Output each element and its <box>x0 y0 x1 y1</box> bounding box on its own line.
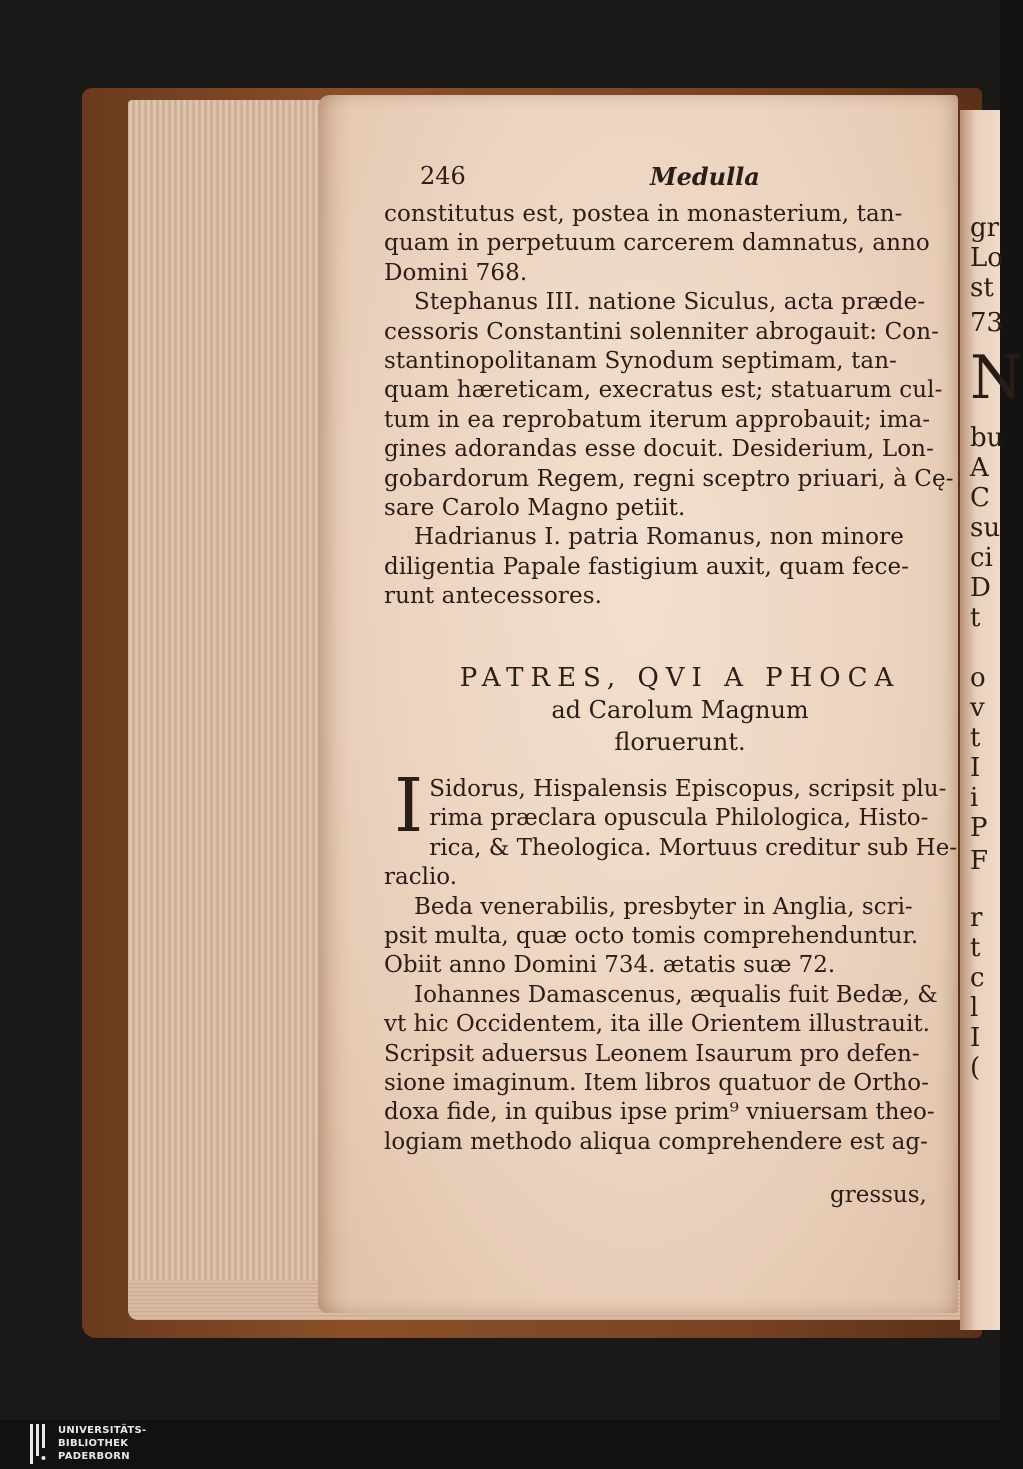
text-line: rica, & Theologica. Mortuus creditur sub He- <box>429 834 958 861</box>
library-name <box>58 1424 147 1463</box>
fragment-text: t <box>970 603 981 633</box>
fragment-text: D <box>970 573 991 603</box>
heading-line-1: PATRES, QVI A PHOCA <box>459 663 901 693</box>
library-name-line: UNIVERSITÄTS- <box>58 1425 147 1436</box>
fragment-text: su <box>970 513 1001 543</box>
text-line: stantinopolitanam Synodum septimam, tan- <box>384 348 898 375</box>
text-line: Scripsit aduersus Leonem Isaurum pro defen- <box>384 1040 920 1067</box>
text-line: Sidorus, Hispalensis Episcopus, scripsit plu- <box>429 776 947 802</box>
fragment-text: I <box>970 753 981 783</box>
section-heading <box>420 662 940 758</box>
text-line: Iohannes Damascenus, æqualis fuit Bedæ, & <box>414 981 938 1008</box>
text-line: quam hæreticam, execratus est; statuarum cul- <box>384 377 943 404</box>
text-line: quam in perpetuum carcerem damnatus, anno <box>384 230 930 257</box>
text-line: diligentia Papale fastigium auxit, quam fece- <box>384 553 910 580</box>
fragment-text: o <box>970 663 986 693</box>
text-line: rima præclara opuscula Philologica, Histo- <box>429 805 929 832</box>
text-line: logiam methodo aliqua comprehendere est ag- <box>384 1128 928 1155</box>
catchword: gressus, <box>830 1182 927 1208</box>
text-line: vt hic Occidentem, ita ille Orientem illustrauit. <box>384 1011 930 1038</box>
page-edges <box>128 100 348 1318</box>
library-logo-icon <box>30 1424 46 1464</box>
text-line: doxa fide, in quibus ipse prim⁹ vniuersam theo- <box>384 1099 935 1126</box>
fragment-text: bu <box>970 423 1004 453</box>
heading-line-3: floruerunt. <box>614 728 746 756</box>
fragment-text: st <box>970 273 994 303</box>
library-name-line: PADERBORN <box>58 1451 130 1462</box>
text-line: psit multa, quæ octo tomis comprehenduntur. <box>384 923 919 950</box>
text-line: Stephanus III. natione Siculus, acta præde- <box>414 289 926 316</box>
fragment-text: F <box>970 846 989 876</box>
fragment-text: P <box>970 813 988 843</box>
text-line: sare Carolo Magno petiit. <box>384 495 686 522</box>
fragment-text: A <box>970 453 989 483</box>
text-line: runt antecessores. <box>384 583 603 610</box>
fragment-text: t <box>970 723 981 753</box>
text-line: gines adorandas esse docuit. Desiderium, Lon- <box>384 436 934 463</box>
fragment-text: ci <box>970 543 993 573</box>
fragment-text: N <box>970 343 1023 413</box>
fragment-text: gr <box>970 213 1000 243</box>
text-line: Beda venerabilis, presbyter in Anglia, scri- <box>414 893 913 920</box>
text-line: Obiit anno Domini 734. ætatis suæ 72. <box>384 952 836 979</box>
fragment-text: ( <box>970 1053 981 1083</box>
text-line: sione imaginum. Item libros quatuor de Ortho- <box>384 1070 929 1097</box>
fragment-text: c <box>970 963 985 993</box>
fragment-text: t <box>970 933 981 963</box>
fragment-text: i <box>970 783 979 813</box>
fragment-text: C <box>970 483 990 513</box>
text-block-fathers <box>384 763 958 1157</box>
drop-capital: I <box>394 763 424 849</box>
fragment-text: 73 <box>970 308 1004 338</box>
heading-line-2: ad Carolum Magnum <box>551 696 809 724</box>
fragment-text: l <box>970 993 979 1023</box>
text-line: gobardorum Regem, regni sceptro priuari, à Cę- <box>384 465 954 492</box>
fragment-text: r <box>970 903 983 933</box>
text-line: Domini 768. <box>384 259 528 286</box>
page-number: 246 <box>420 162 466 190</box>
text-line: cessoris Constantini solenniter abrogauit: Con- <box>384 318 939 345</box>
text-line: raclio. <box>384 864 458 891</box>
running-head: Medulla <box>650 162 760 191</box>
page-header <box>420 162 940 198</box>
footer-bar <box>0 1420 1000 1469</box>
fragment-text: Lo <box>970 243 1003 273</box>
text-line: Hadrianus I. patria Romanus, non minore <box>414 524 904 551</box>
fragment-text: v <box>970 693 985 723</box>
library-name-line: BIBLIOTHEK <box>58 1438 129 1449</box>
fragment-text: I <box>970 1023 981 1053</box>
text-block-top <box>384 200 954 612</box>
text-line: tum in ea reprobatum iterum approbauit; ima- <box>384 406 931 433</box>
text-line: constitutus est, postea in monasterium, tan- <box>384 201 903 227</box>
